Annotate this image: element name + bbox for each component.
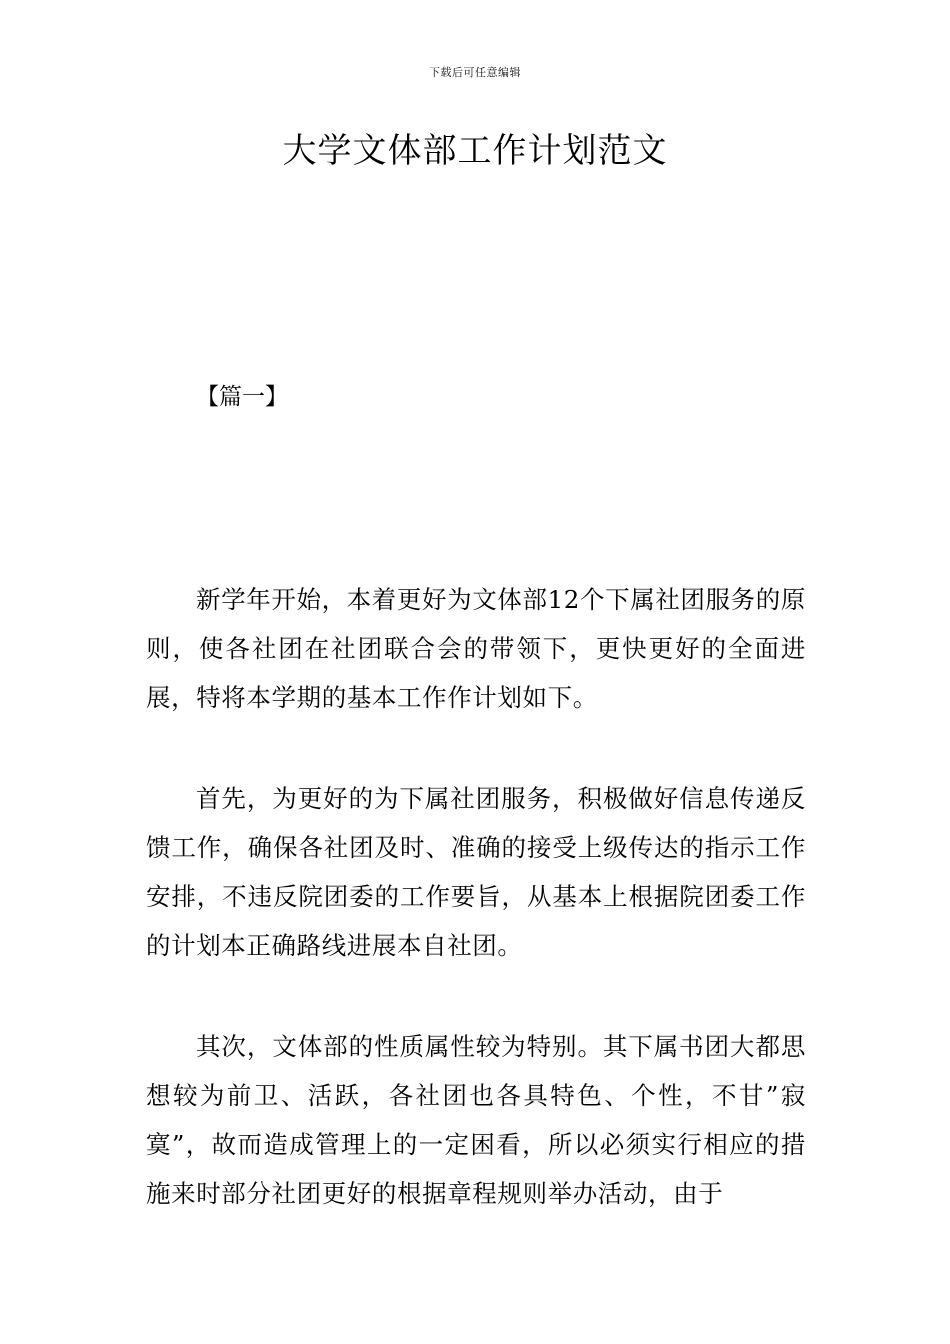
paragraph-1: 新学年开始，本着更好为文体部12个下属社团服务的原则，使各社团在社团联合会的带领下，更快更好的全面进展，特将本学期的基本工作作计划如下。 [146,585,806,712]
header-note: 下载后可任意编辑 [429,66,521,79]
document-title: 大学文体部工作计划范文 [282,131,668,171]
paragraph-2: 首先，为更好的为下属社团服务，积极做好信息传递反馈工作，确保各社团及时、准确的接受上级传达的指示工作安排，不违反院团委的工作要旨，从基本上根据院团委工作的计划本正确路线进展本自社团。 [146,784,806,960]
paragraph-3: 其次，文体部的性质属性较为特别。其下属书团大都思想较为前卫、活跃，各社团也各具特色、个性，不甘”寂寞”，故而造成管理上的一定困看，所以必须实行相应的措施来时部分社团更好的根据章程规则举办活动，由于 [146,1032,806,1208]
section-label: 【篇一】 [196,384,288,410]
